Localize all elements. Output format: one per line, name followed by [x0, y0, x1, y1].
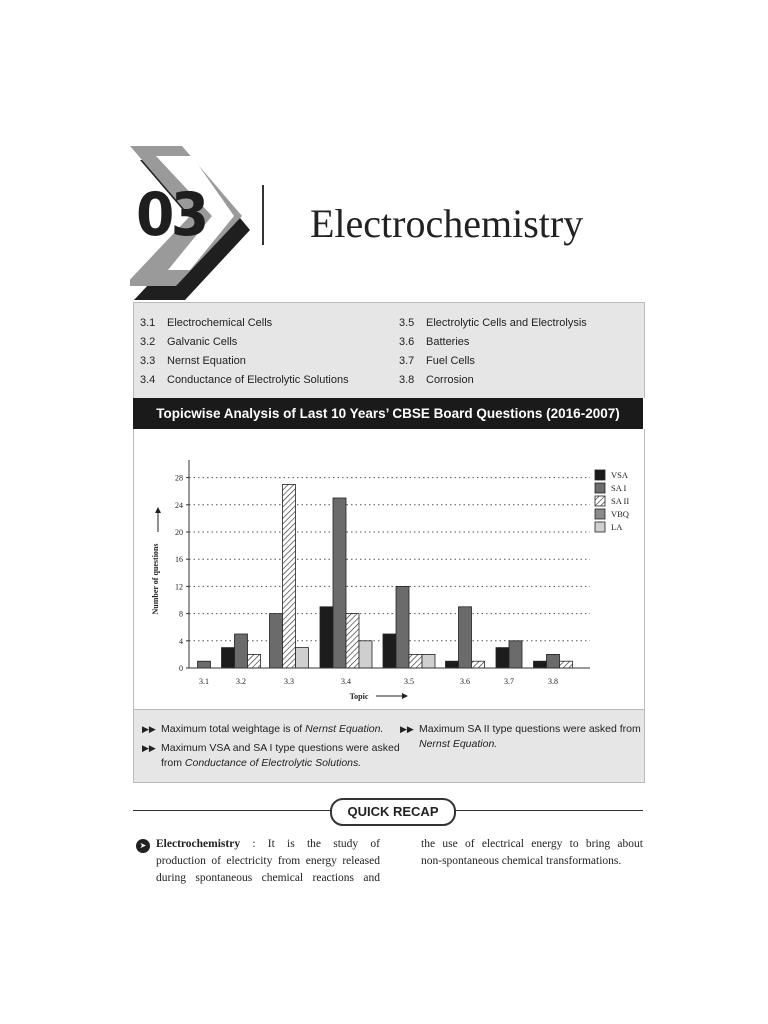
toc-title: Fuel Cells	[426, 355, 475, 367]
bar-sa-ii	[409, 654, 422, 668]
bar-sa-i	[509, 641, 522, 668]
topicwise-bar-chart	[134, 429, 644, 709]
legend-label: VBQ	[611, 509, 629, 519]
toc-number: 3.3	[140, 355, 156, 367]
toc-title: Nernst Equation	[167, 355, 246, 367]
bar-sa-i	[396, 586, 409, 668]
note-emphasis: Nernst Equation.	[419, 738, 498, 750]
toc-number: 3.7	[399, 355, 415, 367]
x-tick-label: 3.6	[460, 677, 470, 686]
legend-label: SA I	[611, 483, 627, 493]
legend-label: LA	[611, 522, 623, 532]
analysis-notes	[133, 709, 645, 783]
recap-text: during spontaneous chemical reactions and	[156, 872, 380, 884]
x-tick-label: 3.2	[236, 677, 246, 686]
y-tick-label: 0	[179, 664, 183, 673]
y-tick-label: 20	[175, 528, 183, 537]
toc-number: 3.1	[140, 317, 156, 329]
legend-swatch	[595, 509, 605, 519]
bar-sa-ii	[283, 484, 296, 668]
legend-label: SA II	[611, 496, 630, 506]
chapter-number: 03	[136, 180, 206, 250]
toc-title: Conductance of Electrolytic Solutions	[167, 374, 349, 386]
toc-item[interactable]	[399, 355, 475, 367]
toc-number: 3.8	[399, 374, 415, 386]
toc-item[interactable]	[399, 374, 474, 386]
y-axis-label: Number of questions	[151, 543, 160, 615]
x-tick-label: 3.3	[284, 677, 294, 686]
bar-sa-ii	[472, 661, 485, 668]
toc-item[interactable]	[399, 336, 469, 348]
toc-title: Electrolytic Cells and Electrolysis	[426, 317, 587, 329]
double-arrow-icon: ▶▶	[400, 724, 414, 734]
x-tick-label: 3.1	[199, 677, 209, 686]
chart-panel	[133, 429, 645, 709]
toc-number: 3.2	[140, 336, 156, 348]
bar-sa-i	[459, 607, 472, 668]
bar-sa-i	[270, 614, 283, 668]
toc-number: 3.5	[399, 317, 415, 329]
recap-text: production of electricity from energy released	[156, 855, 380, 867]
bar-sa-ii	[248, 654, 261, 668]
bar-sa-i	[547, 654, 560, 668]
x-tick-label: 3.4	[341, 677, 351, 686]
legend-swatch	[595, 522, 605, 532]
recap-text: non-spontaneous chemical transformations.	[421, 855, 622, 867]
recap-left-column	[156, 836, 380, 887]
bar-la	[359, 641, 372, 668]
y-tick-label: 4	[179, 636, 183, 646]
toc-title: Corrosion	[426, 374, 474, 386]
legend-swatch	[595, 483, 605, 493]
bar-vsa	[383, 634, 396, 668]
toc-item[interactable]	[140, 317, 272, 329]
quick-recap-label: QUICK RECAP	[330, 798, 456, 826]
note-text: Maximum total weightage is of	[161, 723, 306, 735]
toc-title: Batteries	[426, 336, 470, 348]
x-tick-label: 3.7	[504, 677, 514, 686]
recap-right-column	[421, 836, 643, 870]
bar-sa-i	[235, 634, 248, 668]
note-text: Maximum VSA and SA I type questions were asked	[161, 742, 400, 754]
arrow-bullet-icon: ➤	[136, 839, 150, 853]
bar-vsa	[222, 648, 235, 668]
bar-sa-ii	[346, 614, 359, 668]
note-text: from	[161, 757, 185, 769]
chapter-title: Electrochemistry	[310, 201, 584, 246]
bar-sa-i	[198, 661, 211, 668]
x-axis-arrowhead	[402, 693, 408, 699]
note-emphasis: Nernst Equation.	[305, 723, 384, 735]
bar-la	[296, 648, 309, 668]
toc-number: 3.4	[140, 374, 156, 386]
legend-swatch	[595, 496, 605, 506]
bar-vsa	[446, 661, 459, 668]
toc-item[interactable]	[140, 336, 237, 348]
y-tick-label: 8	[179, 609, 183, 619]
recap-term: Electrochemistry	[156, 838, 241, 850]
recap-text: the use of electrical energy to bring about	[421, 838, 643, 850]
recap-text: : It is the study of	[240, 838, 380, 850]
bar-vsa	[534, 661, 547, 668]
legend-label: VSA	[611, 470, 629, 480]
bar-vsa	[496, 648, 509, 668]
bar-la	[422, 654, 435, 668]
toc-number: 3.6	[399, 336, 415, 348]
x-tick-label: 3.8	[548, 677, 558, 686]
y-tick-label: 24	[175, 500, 183, 510]
toc-title: Electrochemical Cells	[167, 317, 273, 329]
note-text: Maximum SA II type questions were asked from	[419, 723, 641, 735]
toc-item[interactable]	[140, 374, 349, 386]
analysis-heading: Topicwise Analysis of Last 10 Years’ CBSE Board Questions (2016-2007)	[133, 398, 643, 429]
legend-swatch	[595, 470, 605, 480]
y-tick-label: 28	[175, 473, 183, 483]
chapter-contents	[133, 302, 645, 398]
y-axis-arrowhead	[155, 507, 161, 513]
y-tick-label: 16	[175, 555, 183, 565]
toc-item[interactable]	[399, 317, 587, 329]
bar-sa-i	[333, 498, 346, 668]
bar-vsa	[320, 607, 333, 668]
note-emphasis: Conductance of Electrolytic Solutions.	[184, 757, 362, 769]
title-divider	[262, 185, 264, 245]
toc-item[interactable]	[140, 355, 246, 367]
toc-title: Galvanic Cells	[167, 336, 238, 348]
bar-sa-ii	[560, 661, 573, 668]
y-tick-label: 12	[175, 582, 183, 592]
double-arrow-icon: ▶▶	[142, 724, 156, 734]
double-arrow-icon: ▶▶	[142, 743, 156, 753]
x-axis-label: Topic	[349, 692, 369, 701]
x-tick-label: 3.5	[404, 677, 414, 686]
